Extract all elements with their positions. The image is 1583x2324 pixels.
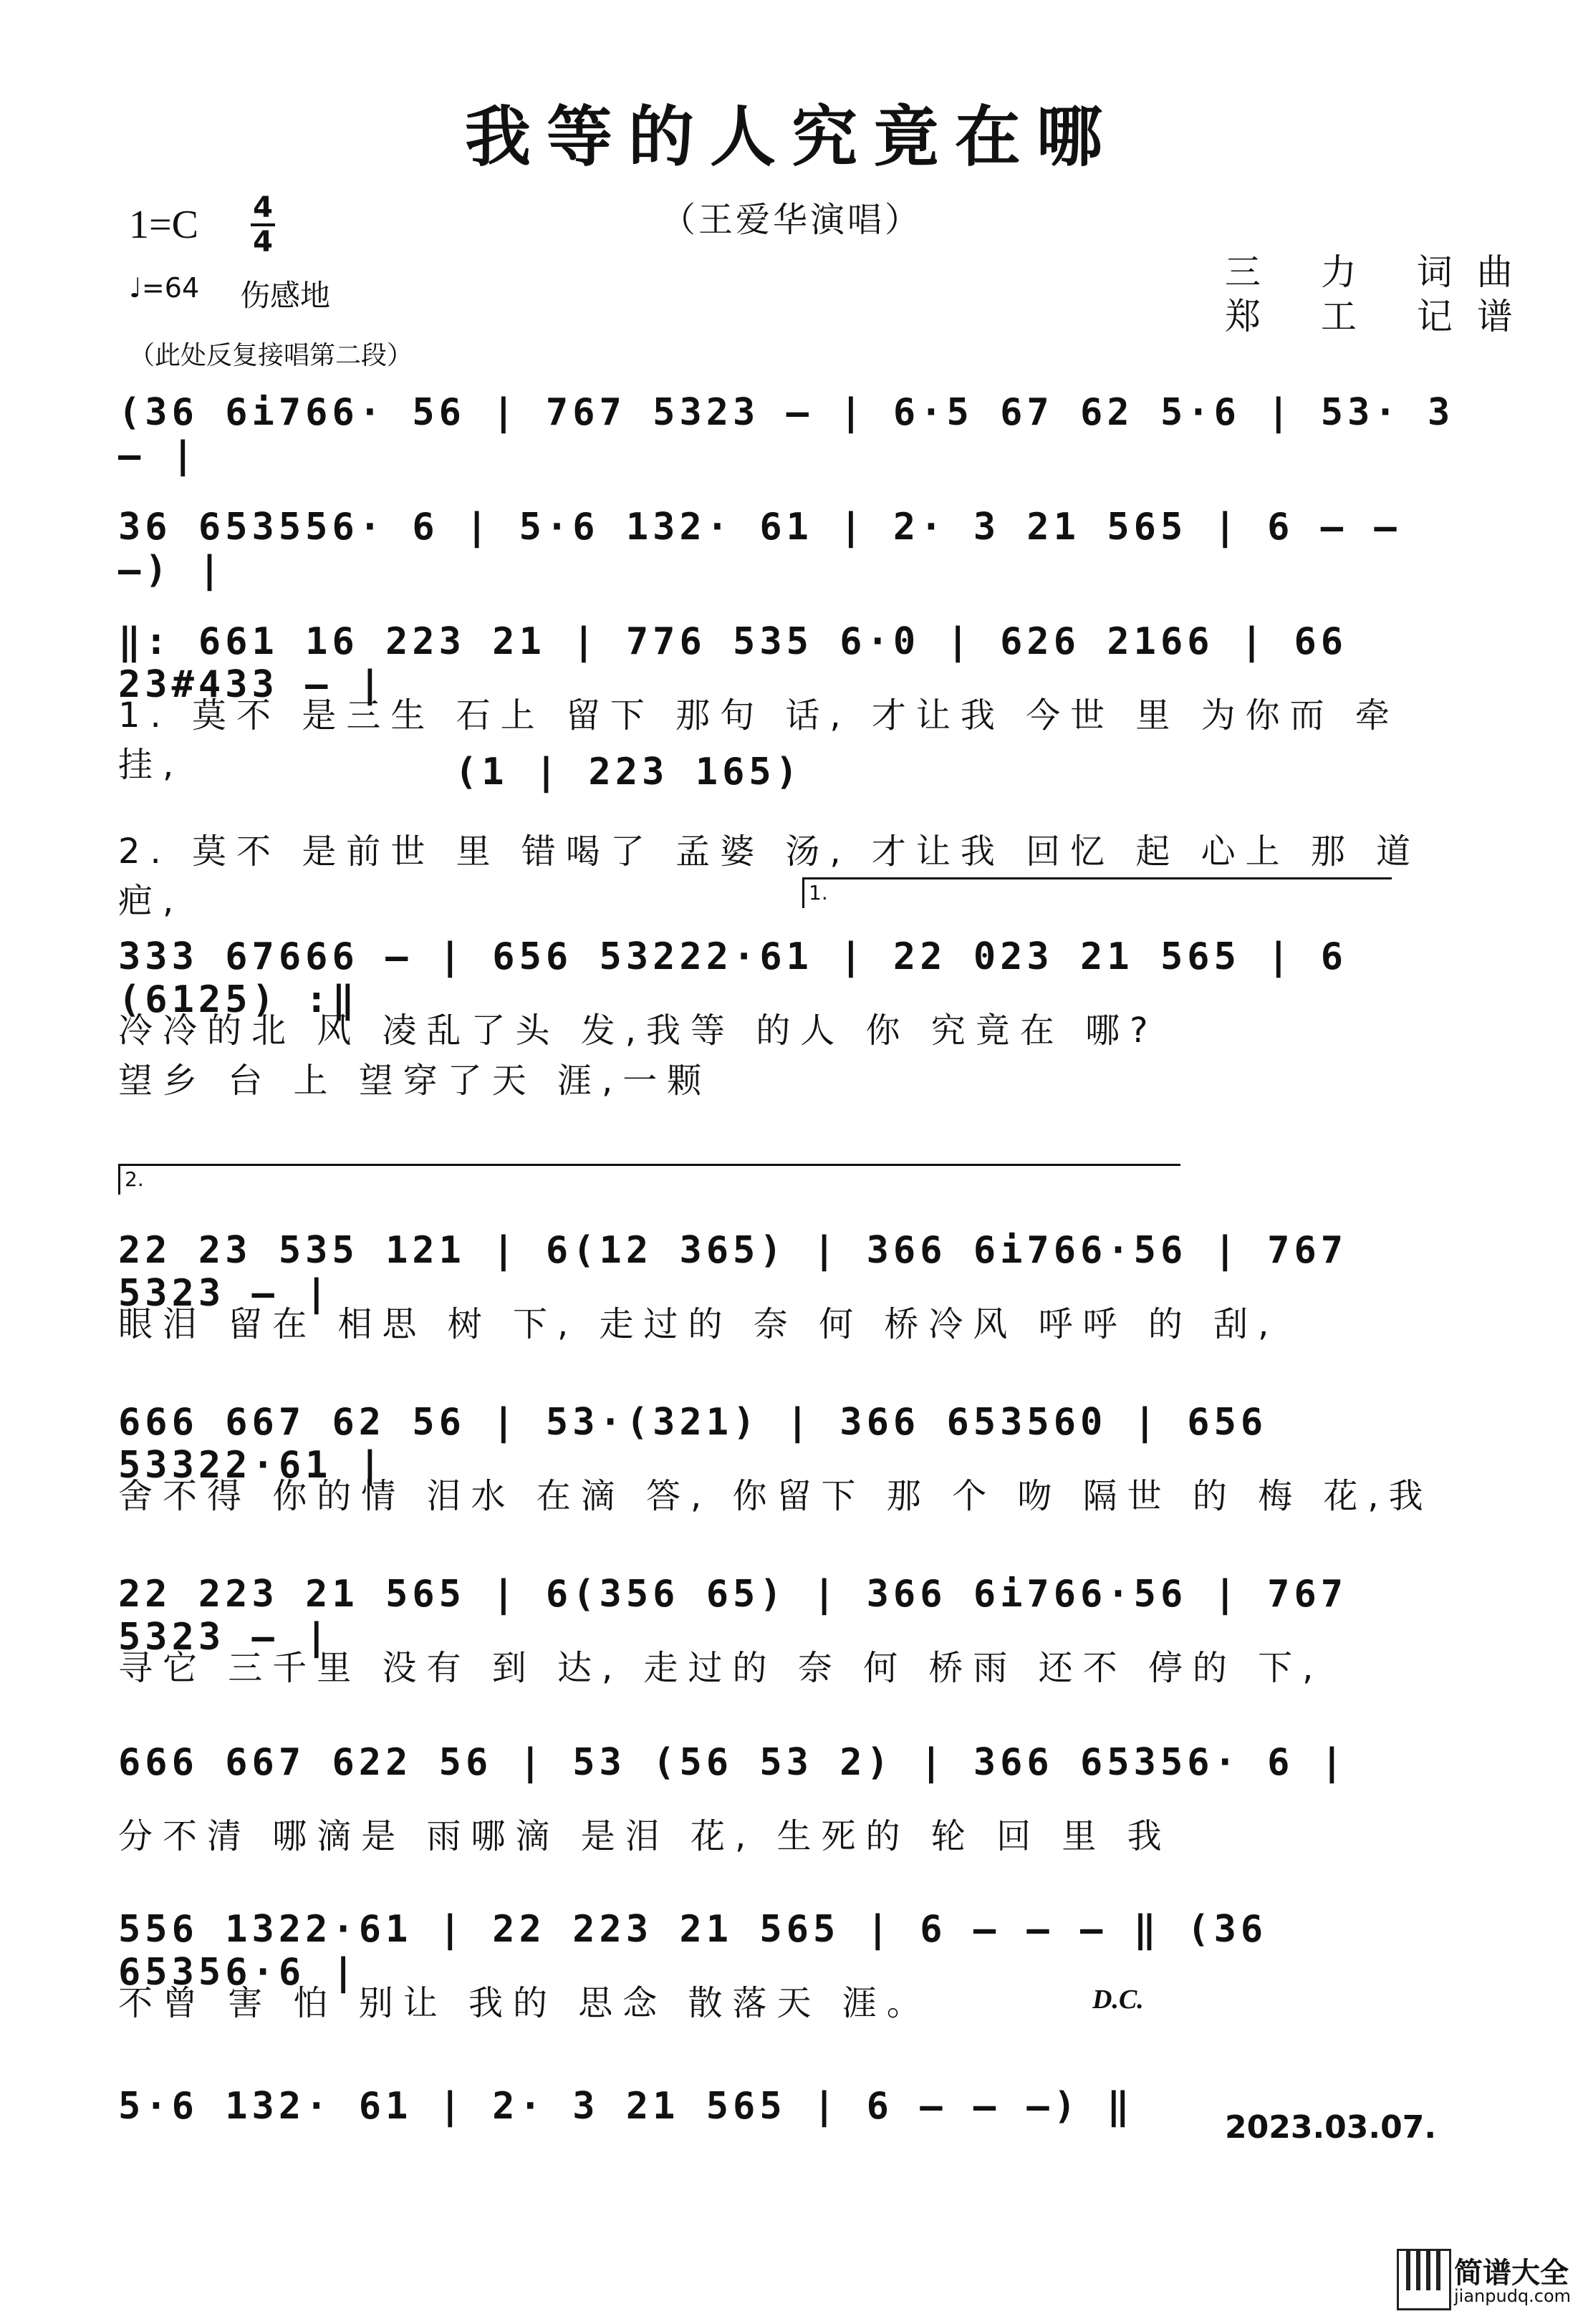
notes: (1 | 223 165) <box>455 751 802 794</box>
repeat-note: （此处反复接唱第二段） <box>129 341 413 370</box>
tempo-marking: ♩=64 <box>129 272 200 304</box>
lyric: 分不清 哪滴是 雨哪滴 是泪 花, 生死的 轮 回 里 我 <box>118 1816 1172 1856</box>
time-signature <box>251 192 275 258</box>
notes: 666 667 622 56 | 53 (56 53 2) | 366 65356· 6 | <box>118 1741 1348 1784</box>
notes: (36 6i766· 56 | 767 5323 – | 6·5 67 62 5·6 | 53· 3 – | <box>118 391 1455 477</box>
key-signature: 1=C <box>129 203 198 247</box>
notes: ‖: 661 16 223 21 | 776 535 6·0 | 626 2166 | 66 23#433 – | <box>118 620 1348 706</box>
score-line-7 <box>118 1389 1479 1518</box>
song-title: 我等的人究竟在哪 <box>464 98 1118 175</box>
singer-credit: （王爱华演唱） <box>660 200 922 240</box>
lyrics-music-credit: 三 力 词曲 <box>1225 251 1537 293</box>
notes: 22 223 21 565 | 6(356 65) | 366 6i766·56 | 767 5323 – | <box>118 1573 1348 1659</box>
date-stamp: 2023.03.07. <box>1225 2109 1437 2146</box>
score-line-8 <box>118 1561 1479 1690</box>
notes: 556 1322·61 | 22 223 21 565 | 6 – – – ‖ (36 65356·6 | <box>118 1908 1268 1994</box>
notes: 333 67666 – | 656 53222·61 | 22 023 21 565 | 6 (6125) :‖ <box>118 935 1348 1021</box>
lyric: 不曾 害 怕 别让 我的 思念 散落天 涯。 <box>118 1983 931 2023</box>
time-bottom: 4 <box>253 226 273 259</box>
score-line-1 <box>118 380 1479 477</box>
logo-name: 简谱大全 <box>1454 2257 1569 2290</box>
notes: 666 667 62 56 | 53·(321) | 366 653560 | 656 53322·61 | <box>118 1401 1268 1487</box>
score-line-6 <box>118 1218 1479 1346</box>
score-line-10 <box>118 1896 1479 2025</box>
score-line-9 <box>118 1730 1479 1858</box>
notes: 36 653556· 6 | 5·6 132· 61 | 2· 3 21 565 | 6 – – –) | <box>118 506 1401 592</box>
notes: 5·6 132· 61 | 2· 3 21 565 | 6 – – –) ‖ <box>118 2085 1134 2128</box>
lyric-verse-1: 冷冷的北 风 凌乱了头 发,我等 的人 你 究竟在 哪? <box>118 1011 1158 1051</box>
lyric-verse-2: 2. 莫不 是前世 里 错喝了 孟婆 汤, 才让我 回忆 起 心上 那 道 疤, <box>118 831 1421 921</box>
piano-keys-icon <box>1397 2249 1451 2310</box>
lyric-verse-1: 1. 莫不 是三生 石上 留下 那句 话, 才让我 今世 里 为你而 牵 挂, <box>118 695 1400 785</box>
volta-first-ending: 1. <box>802 877 1392 908</box>
volta-second-ending: 2. <box>118 1164 1180 1195</box>
lyric: 舍不得 你的情 泪水 在滴 答, 你留下 那 个 吻 隔世 的 梅 花,我 <box>118 1476 1433 1516</box>
time-top: 4 <box>251 192 275 226</box>
logo-url: jianpudq.com <box>1454 2286 1572 2306</box>
transcriber-credit: 郑 工 记谱 <box>1225 296 1537 337</box>
lyric-verse-2: 望乡 台 上 望穿了天 涯,一颗 <box>118 1061 712 1101</box>
score-line-5 <box>118 924 1479 1124</box>
score-line-2 <box>118 494 1479 592</box>
lyric: 寻它 三千里 没有 到 达, 走过的 奈 何 桥雨 还不 停的 下, <box>118 1648 1324 1688</box>
lyric: 眼泪 留在 相思 树 下, 走过的 奈 何 桥冷风 呼呼 的 刮, <box>118 1304 1279 1344</box>
notes: 22 23 535 121 | 6(12 365) | 366 6i766·56 | 767 5323 – | <box>118 1229 1348 1315</box>
site-logo <box>1397 2249 1572 2313</box>
da-capo-marking: D.C. <box>1092 1985 1144 2015</box>
score-line-4 <box>118 745 1479 921</box>
expression-marking: 伤感地 <box>240 278 331 313</box>
